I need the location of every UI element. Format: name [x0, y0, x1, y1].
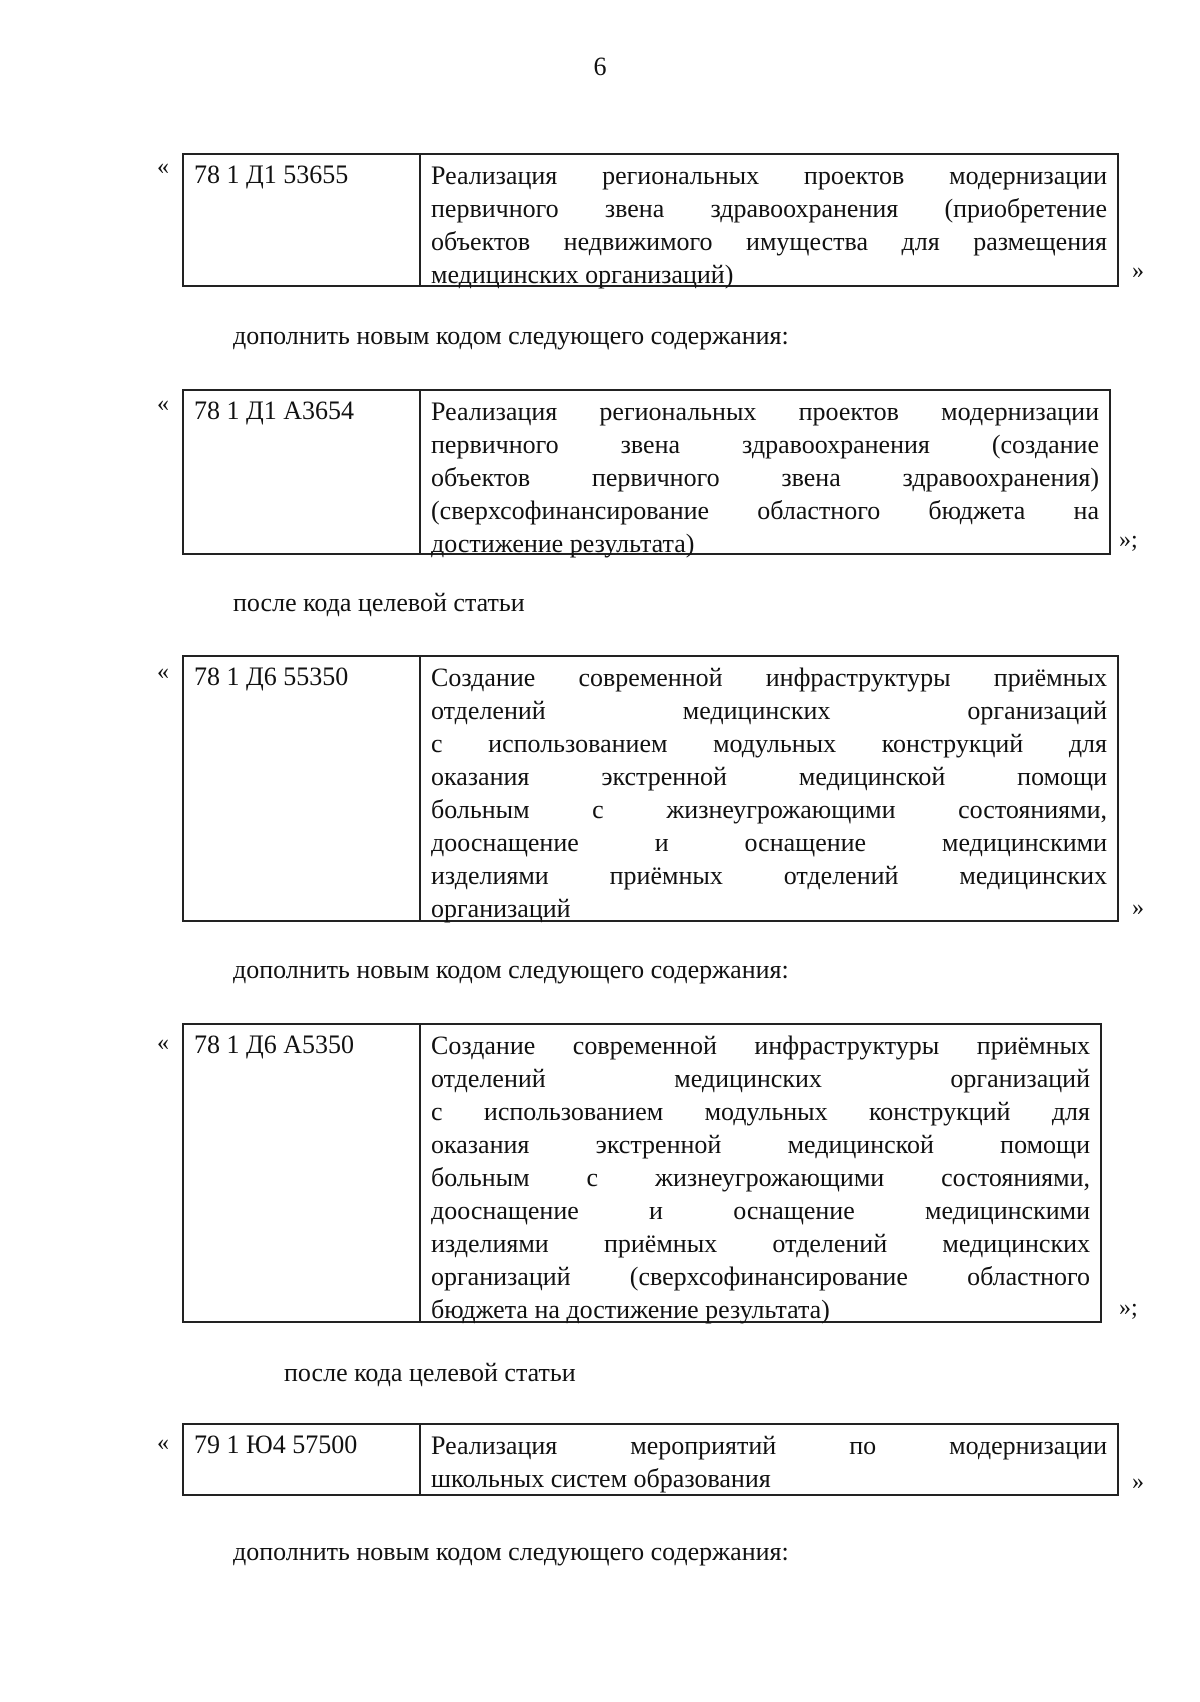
description-line: оказания экстренной медицинской помощи	[431, 762, 1107, 791]
paragraph: после кода целевой статьи	[233, 588, 525, 617]
open-quote: «	[157, 1030, 169, 1056]
description-line: школьных систем образования	[431, 1464, 771, 1493]
description-line: Реализация региональных проектов модернизации	[431, 161, 1107, 190]
code-table	[182, 1023, 1102, 1323]
description-line: дооснащение и оснащение медицинскими	[431, 1196, 1090, 1225]
description-line: отделений медицинских организаций	[431, 1064, 1090, 1093]
code-cell: 78 1 Д1 А3654	[184, 391, 421, 553]
description-line: первичного звена здравоохранения (приобретение	[431, 194, 1107, 223]
description-line: Реализация мероприятий по модернизации	[431, 1431, 1107, 1460]
description-line: объектов недвижимого имущества для размещения	[431, 227, 1107, 256]
open-quote: «	[157, 1430, 169, 1456]
description-cell	[421, 657, 1117, 923]
paragraph: после кода целевой статьи	[284, 1358, 576, 1387]
code-cell: 78 1 Д6 А5350	[184, 1025, 421, 1321]
description-line: организаций (сверхсофинансирование областного	[431, 1262, 1090, 1291]
close-quote: »	[1132, 258, 1144, 284]
code-table	[182, 153, 1119, 287]
page-number: 6	[593, 52, 607, 81]
description-line: первичного звена здравоохранения (создание	[431, 430, 1099, 459]
description-cell	[421, 1025, 1100, 1324]
description-line: Создание современной инфраструктуры приёмных	[431, 663, 1107, 692]
code-cell: 79 1 Ю4 57500	[184, 1425, 421, 1494]
description-line: бюджета на достижение результата)	[431, 1295, 830, 1324]
open-quote: «	[157, 659, 169, 685]
description-line: достижение результата)	[431, 529, 695, 558]
code-cell: 78 1 Д6 55350	[184, 657, 421, 920]
paragraph: дополнить новым кодом следующего содержания:	[233, 1537, 789, 1566]
description-line: медицинских организаций)	[431, 260, 734, 289]
description-line: Реализация региональных проектов модернизации	[431, 397, 1099, 426]
open-quote: «	[157, 154, 169, 180]
description-line: больным с жизнеугрожающими состояниями,	[431, 1163, 1090, 1192]
paragraph: дополнить новым кодом следующего содержания:	[233, 321, 789, 350]
description-line: объектов первичного звена здравоохранения)	[431, 463, 1099, 492]
code-table	[182, 655, 1119, 922]
close-quote: »	[1132, 895, 1144, 921]
description-line: с использованием модульных конструкций для	[431, 729, 1107, 758]
code-table	[182, 389, 1111, 558]
code-table	[182, 1423, 1119, 1496]
description-line: отделений медицинских организаций	[431, 696, 1107, 725]
description-line: дооснащение и оснащение медицинскими	[431, 828, 1107, 857]
close-quote-semicolon: »;	[1119, 527, 1138, 553]
code-cell: 78 1 Д1 53655	[184, 155, 421, 285]
description-line: больным с жизнеугрожающими состояниями,	[431, 795, 1107, 824]
description-line: организаций	[431, 894, 571, 923]
description-line: Создание современной инфраструктуры приёмных	[431, 1031, 1090, 1060]
paragraph: дополнить новым кодом следующего содержания:	[233, 955, 789, 984]
description-line: изделиями приёмных отделений медицинских	[431, 1229, 1090, 1258]
close-quote-semicolon: »;	[1119, 1295, 1138, 1321]
description-line: изделиями приёмных отделений медицинских	[431, 861, 1107, 890]
description-line: (сверхсофинансирование областного бюджета на	[431, 496, 1099, 525]
open-quote: «	[157, 391, 169, 417]
description-line: оказания экстренной медицинской помощи	[431, 1130, 1090, 1159]
close-quote: »	[1132, 1469, 1144, 1495]
description-line: с использованием модульных конструкций для	[431, 1097, 1090, 1126]
description-cell	[421, 155, 1117, 289]
description-cell	[421, 1425, 1117, 1494]
description-cell	[421, 391, 1109, 558]
